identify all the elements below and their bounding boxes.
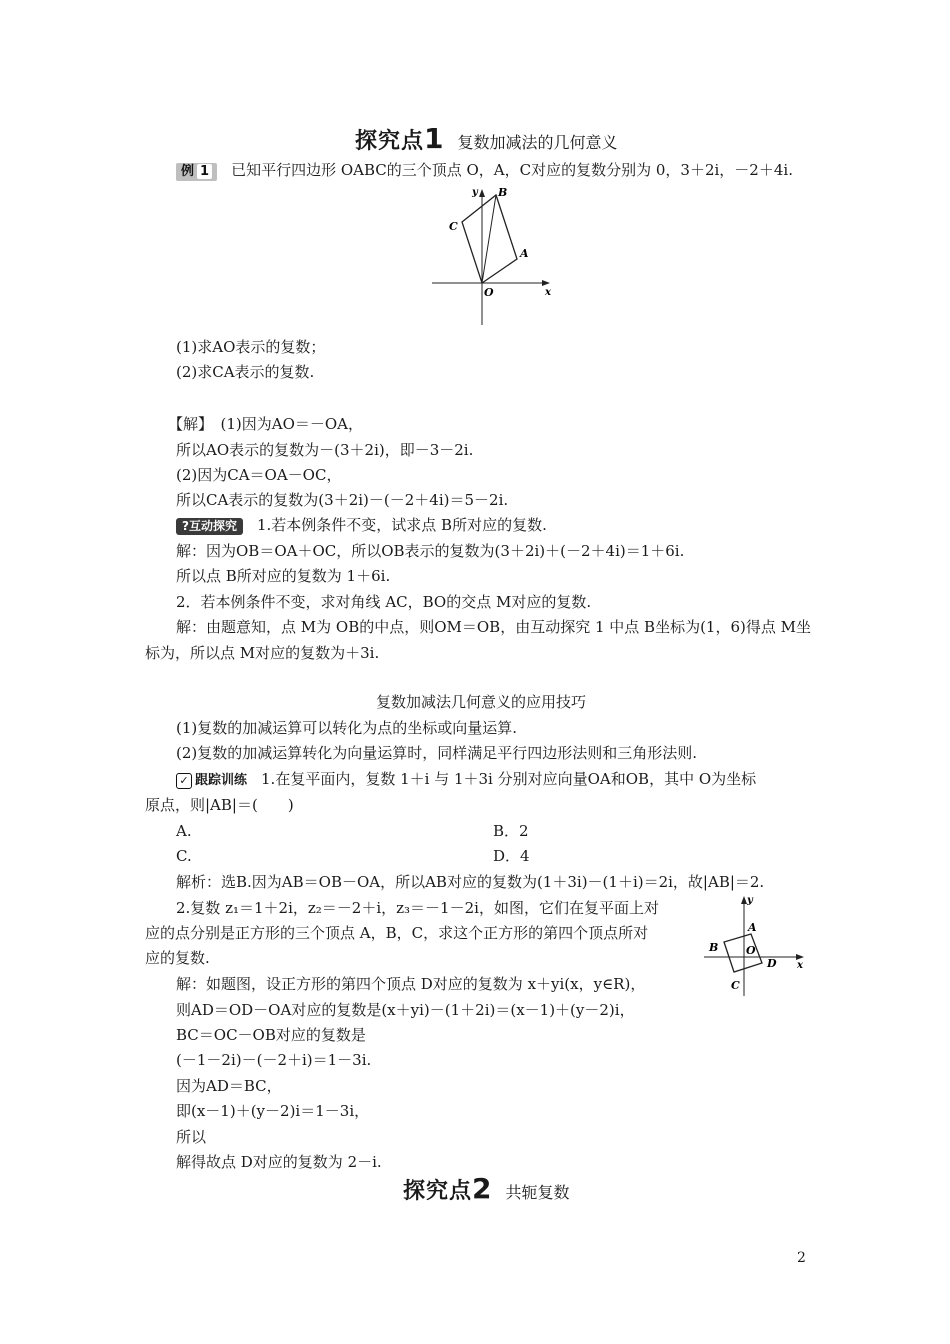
- diagonal-ob: [482, 195, 496, 283]
- training-q1-line2: 原点，则|AB|＝( ): [145, 796, 294, 814]
- figure1-label-y: y: [472, 187, 478, 198]
- figure1-label-x: x: [545, 287, 551, 298]
- training-q2-solution-8: 解得故点 D对应的复数为 2－i.: [176, 1153, 382, 1171]
- training-badge: [176, 771, 247, 791]
- example1-question1: (1)求AO表示的复数；: [176, 338, 326, 356]
- training-q2-solution-6: 即(x－1)＋(y－2)i＝1－3i，: [176, 1102, 370, 1120]
- solution-line-4: 所以CA表示的复数为(3＋2i)－(－2＋4i)＝5－2i.: [176, 491, 509, 509]
- training-badge-label: 跟踪训练: [195, 773, 248, 788]
- option-c: C.: [176, 847, 192, 865]
- figure2-label-a: A: [748, 921, 757, 934]
- interactive-line-4: 2．若本例条件不变，求对角线 AC，BO的交点 M对应的复数.: [176, 593, 592, 611]
- figure2-label-o: O: [746, 944, 756, 957]
- example-badge-number: 1: [197, 164, 212, 179]
- solution-line-2: 所以AO表示的复数为－(3＋2i)，即－3－2i.: [176, 441, 474, 459]
- figure1-label-b: B: [498, 186, 508, 199]
- training-q2-line2: 应的点分别是正方形的三个顶点 A，B，C，求这个正方形的第四个顶点所对: [145, 924, 649, 942]
- interactive-line-1: [176, 515, 547, 535]
- interactive-line-6: 标为，所以点 M对应的复数为＋3i.: [145, 644, 380, 662]
- option-b: B．2: [493, 822, 529, 840]
- figure2-label-c: C: [731, 979, 740, 992]
- figure1-x-arrow: [542, 280, 550, 286]
- solution-line-3: (2)因为CA＝OA－OC，: [176, 466, 342, 484]
- square-abcd: [724, 934, 762, 972]
- check-icon: ✓: [176, 773, 192, 789]
- training-q1-text: 1.在复平面内，复数 1＋i 与 1＋3i 分别对应向量OA和OB，其中 O为坐标: [261, 770, 757, 788]
- example1-question2: (2)求CA表示的复数.: [176, 363, 315, 381]
- training-q1-line1: [176, 769, 756, 791]
- interactive-question-1: 1.若本例条件不变，试求点 B所对应的复数.: [256, 516, 547, 534]
- page-number: 2: [797, 1250, 806, 1266]
- interactive-line-2: 解：因为OB＝OA＋OC，所以OB表示的复数为(3＋2i)＋(－2＋4i)＝1＋6i.: [176, 542, 685, 560]
- training-q2-line3: 应的复数.: [145, 949, 210, 967]
- solution-line-1: 【解】 (1)因为AO＝－OA，: [168, 415, 364, 433]
- training-q1-answer: 解析：选B.因为AB＝OB－OA，所以AB对应的复数为(1＋3i)－(1＋i)＝2i，故|AB|＝2.: [176, 873, 765, 891]
- training-q2-solution-1: 解：如题图，设正方形的第四个顶点 D对应的复数为 x＋yi(x，y∈R)，: [176, 975, 646, 993]
- example-badge-label: 例: [181, 164, 195, 179]
- section1-title-number: 1: [424, 122, 444, 155]
- section2-title-main: 探究点: [403, 1179, 473, 1204]
- tips-line-1: (1)复数的加减运算可以转化为点的坐标或向量运算.: [176, 719, 518, 737]
- training-q2-solution-3: BC＝OC－OB对应的复数是: [176, 1026, 366, 1044]
- example-badge: [176, 163, 217, 181]
- section2-title-subtitle: 共轭复数: [505, 1183, 570, 1202]
- section2-title: [403, 1172, 570, 1205]
- training-q2-solution-2: 则AD＝OD－OA对应的复数是(x＋yi)－(1＋2i)＝(x－1)＋(y－2)i，: [176, 1001, 635, 1019]
- interactive-line-3: 所以点 B所对应的复数为 1＋6i.: [176, 567, 391, 585]
- interactive-line-5: 解：由题意知，点 M为 OB的中点，则OM＝OB，由互动探究 1 中点 B坐标为(1，6)得点 M坐: [176, 618, 811, 636]
- interactive-badge: ?互动探究: [176, 518, 243, 535]
- figure1-y-arrow: [479, 189, 485, 197]
- training-q2-solution-5: 因为AD＝BC，: [176, 1077, 282, 1095]
- section1-title: [355, 122, 618, 155]
- training-q2-solution-4: (－1－2i)－(－2＋i)＝1－3i.: [176, 1051, 372, 1069]
- figure2-label-y: y: [747, 895, 753, 906]
- example1-statement: [176, 160, 793, 181]
- example1-text: 已知平行四边形 OABC的三个顶点 O，A，C对应的复数分别为 0，3＋2i，－2＋4i.: [231, 161, 793, 179]
- figure2-label-b: B: [709, 941, 719, 954]
- square-figure: [700, 892, 810, 1000]
- training-q2-solution-7: 所以: [176, 1128, 207, 1146]
- section1-title-subtitle: 复数加减法的几何意义: [457, 133, 618, 152]
- tips-heading: 复数加减法几何意义的应用技巧: [376, 693, 587, 711]
- figure1-label-c: C: [449, 220, 458, 233]
- figure1-label-a: A: [520, 247, 529, 260]
- section1-title-main: 探究点: [355, 129, 425, 154]
- figure1-label-o: O: [484, 286, 494, 299]
- training-q2-line1: 2.复数 z₁＝1＋2i，z₂＝－2＋i，z₃＝－1－2i，如图，它们在复平面上对: [176, 899, 659, 917]
- figure2-label-x: x: [797, 960, 803, 971]
- option-d: D．4: [493, 847, 530, 865]
- option-a: A.: [176, 822, 192, 840]
- parallelogram-figure: [428, 185, 558, 330]
- tips-line-2: (2)复数的加减运算转化为向量运算时，同样满足平行四边形法则和三角形法则.: [176, 744, 698, 762]
- section2-title-number: 2: [472, 1172, 492, 1205]
- figure2-label-d: D: [767, 957, 777, 970]
